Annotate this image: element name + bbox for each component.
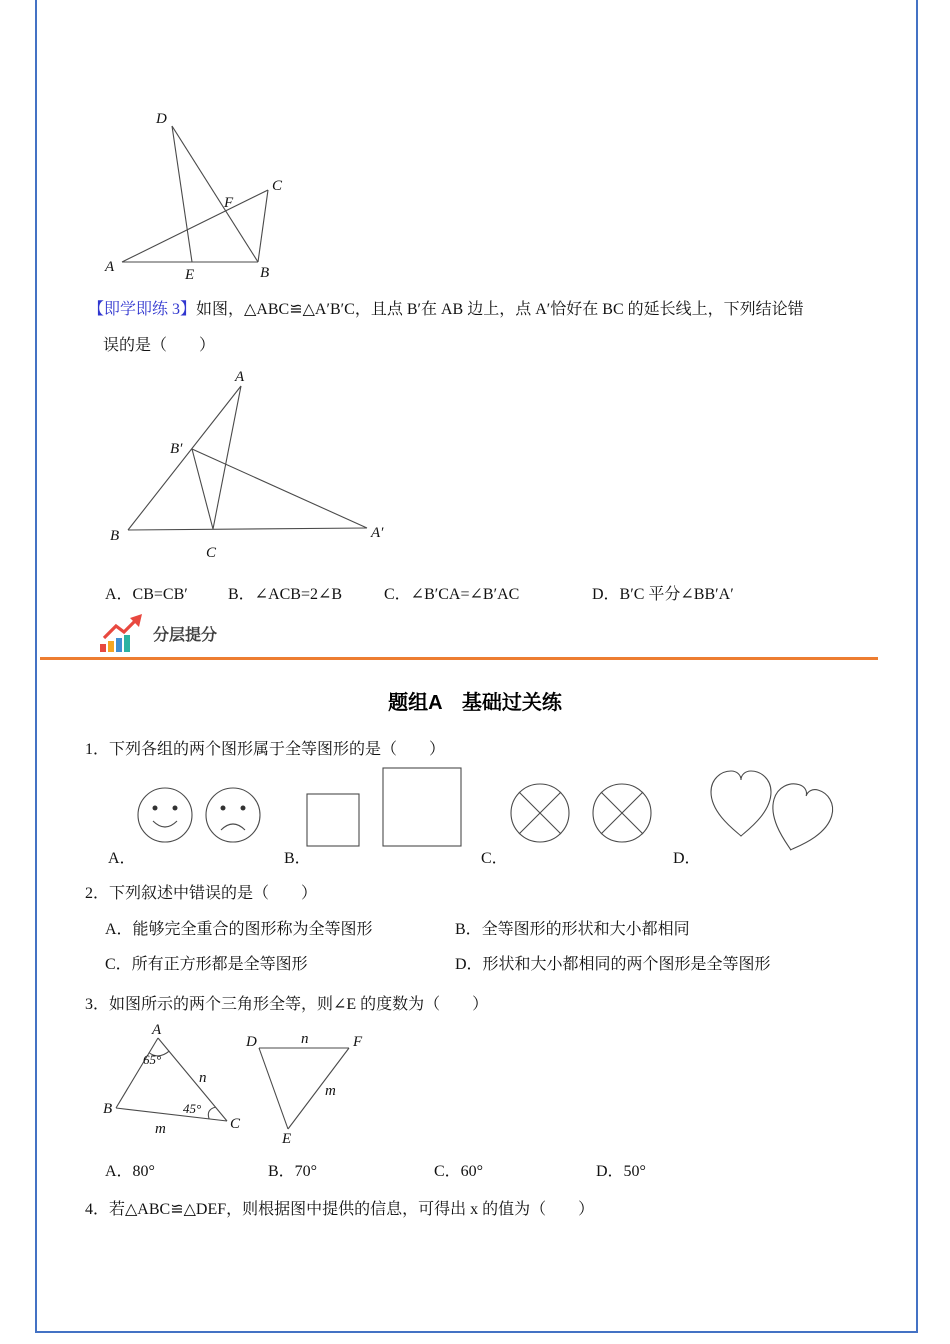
squares-figure xyxy=(307,768,461,846)
q1-option-label-b: B． xyxy=(284,850,311,867)
q2-option-d: D．形状和大小都相同的两个图形是全等图形 xyxy=(455,956,771,973)
section-divider xyxy=(40,657,878,660)
hearts-figure xyxy=(711,771,837,858)
faces-figure xyxy=(138,788,260,842)
exercise3-option-d: D．B′C 平分∠BB′A′ xyxy=(592,586,734,603)
section-banner-label: 分层提分 xyxy=(153,627,218,644)
figure-congruent-triangles-top xyxy=(90,100,305,290)
exercise3-tag: 【即学即练 3】 xyxy=(88,301,197,318)
figure-congruent-triangles-ex3 xyxy=(100,369,390,564)
vertex-label-d: D xyxy=(246,1034,257,1050)
q3-option-d: D．50° xyxy=(596,1163,646,1180)
q3-option-c: C．60° xyxy=(434,1163,484,1180)
side-label-m-right: m xyxy=(325,1083,336,1099)
vertex-label-b-prime: B′ xyxy=(170,441,183,457)
side-label-n-left: n xyxy=(199,1070,207,1086)
vertex-label-b: B xyxy=(103,1101,113,1117)
question-3-figure xyxy=(100,1022,370,1147)
figure-lines xyxy=(122,126,268,262)
vertex-label-b: B xyxy=(260,265,270,281)
angle-label-65: 65° xyxy=(143,1052,162,1067)
vertex-label-e: E xyxy=(282,1131,292,1147)
side-label-n-right: n xyxy=(301,1031,309,1047)
vertex-label-d: D xyxy=(156,111,167,127)
q2-option-c: C．所有正方形都是全等图形 xyxy=(105,956,308,973)
question-1-figures xyxy=(95,763,855,857)
exercise3-option-b: B．∠ACB=2∠B xyxy=(228,586,343,603)
q1-option-label-c: C． xyxy=(481,850,508,867)
q3-option-b: B．70° xyxy=(268,1163,318,1180)
vertex-label-e: E xyxy=(185,267,195,283)
vertex-label-a: A xyxy=(152,1022,162,1038)
vertex-label-c: C xyxy=(230,1116,241,1132)
vertex-label-b: B xyxy=(110,528,120,544)
side-label-m-left: m xyxy=(155,1121,166,1137)
vertex-label-c: C xyxy=(206,545,217,561)
vertex-label-f: F xyxy=(353,1034,363,1050)
vertex-label-a: A xyxy=(235,369,245,385)
vertex-label-a-prime: A′ xyxy=(371,525,384,541)
angle-label-45: 45° xyxy=(183,1101,202,1116)
q1-option-label-d: D． xyxy=(673,850,701,867)
left-triangle xyxy=(116,1038,227,1121)
exercise3-text1: 如图，△ABC≌△A′B′C，且点 B′在 AB 边上，点 A′恰好在 BC 的延长线上，下列结论错 xyxy=(196,301,804,318)
q2-option-a: A．能够完全重合的图形称为全等图形 xyxy=(105,921,373,938)
rising-chart-icon xyxy=(98,614,146,654)
question-1-text: 1．下列各组的两个图形属于全等图形的是（ ） xyxy=(85,741,446,758)
question-3-text: 3．如图所示的两个三角形全等，则∠E 的度数为（ ） xyxy=(85,996,489,1013)
exercise3-option-c: C．∠B′CA=∠B′AC xyxy=(384,586,520,603)
q2-option-b: B．全等图形的形状和大小都相同 xyxy=(455,921,690,938)
exercise3-option-a: A．CB=CB′ xyxy=(105,586,188,603)
crossed-circles-figure xyxy=(511,784,651,842)
question-2-text: 2．下列叙述中错误的是（ ） xyxy=(85,885,318,902)
q3-option-a: A．80° xyxy=(105,1163,155,1180)
figure-lines xyxy=(128,386,367,530)
group-title: 题组A 基础过关练 xyxy=(388,692,562,714)
vertex-label-a: A xyxy=(105,259,115,275)
exercise3-stem-line2: 误的是（ ） xyxy=(103,337,216,354)
vertex-label-c: C xyxy=(272,178,283,194)
q1-option-label-a: A． xyxy=(108,850,136,867)
question-4-text: 4．若△ABC≌△DEF，则根据图中提供的信息，可得出 x 的值为（ ） xyxy=(85,1201,595,1218)
vertex-label-f: F xyxy=(224,195,234,211)
exercise3-stem-line1 xyxy=(88,298,804,321)
